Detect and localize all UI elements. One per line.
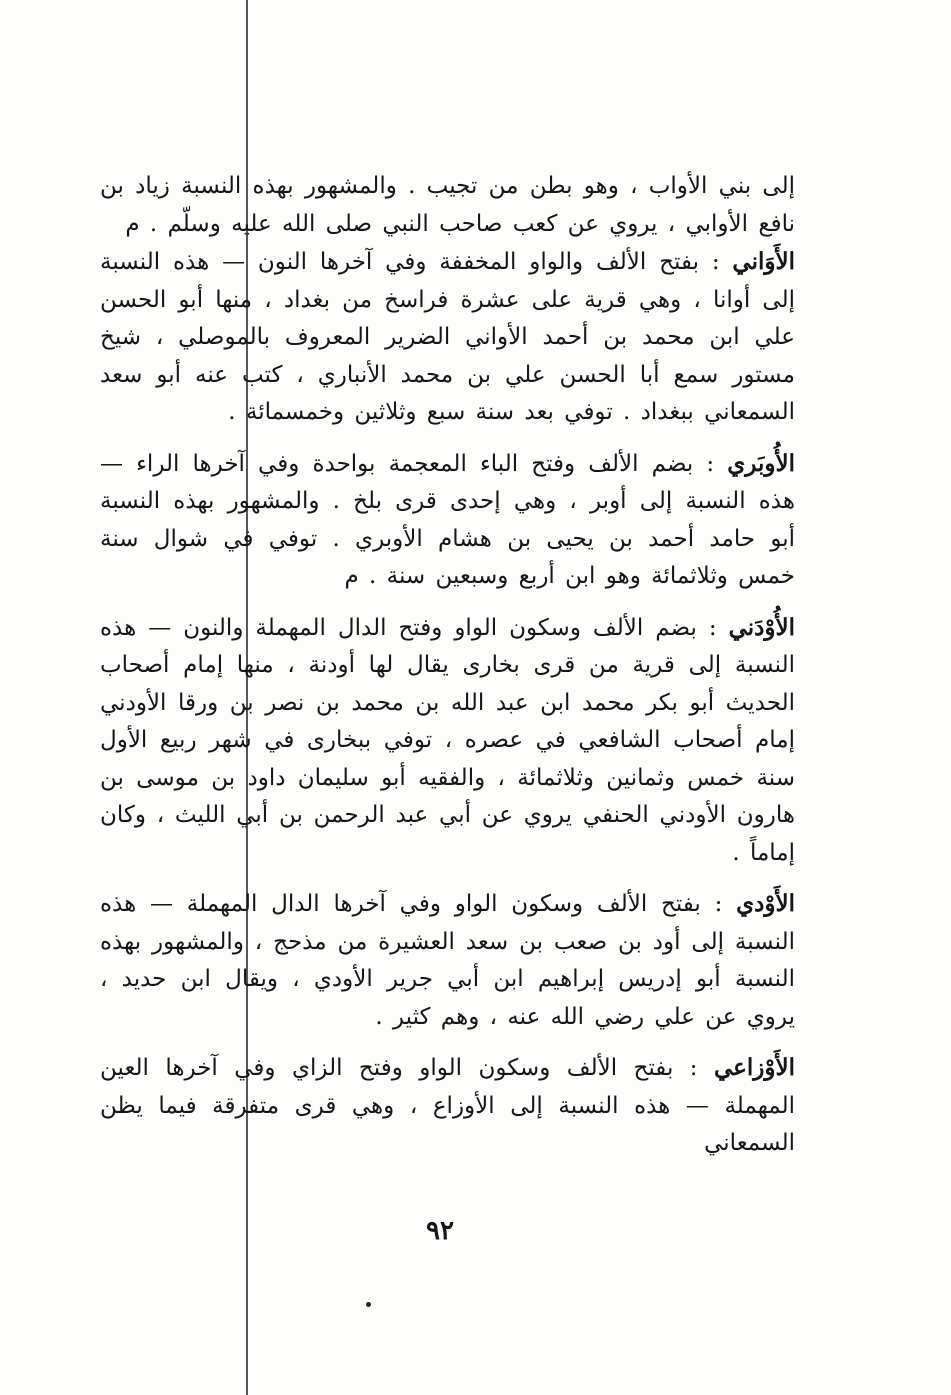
entry-awani: [100, 243, 795, 432]
entry-awzai: [100, 1049, 795, 1163]
entry-awbari: [100, 445, 795, 596]
entry-heading: الأُوْدَني: [728, 613, 795, 641]
body-text: [100, 168, 795, 1163]
entry-heading: الأَوْدي: [736, 890, 795, 917]
entry-text: : بفتح الألف والواو المخففة وفي آخرها النون — هذه النسبة إلى أوانا ، وهي قرية على عشرة فراسخ من بغداد ، منها أبو الحسن علي ابن محمد بن أحمد الأواني الضرير المعروف بالموصلي ، شيخ مستور سمع أبا الحسن علي بن محمد الأنباري ، كتب عنه أبو سعد السمعاني ببغداد . توفي بعد سنة سبع وثلاثين وخمسمائة .: [100, 249, 795, 425]
ink-speck: [366, 1302, 371, 1307]
entry-heading: الأَوَاني: [732, 248, 795, 275]
paragraph-text: إلى بني الأواب ، وهو بطن من تجيب . والمشهور بهذه النسبة زياد بن نافع الأوابي ، يروي عن كعب صاحب النبي صلى الله عليه وسلّم . م: [100, 173, 795, 237]
paragraph-awab: [100, 168, 795, 243]
entry-text: : بفتح الألف وسكون الواو وفي آخرها الدال المهملة — هذه النسبة إلى أود بن صعب بن سعد العشيرة من مذحج ، والمشهور بهذه النسبة أبو إدريس إبراهيم ابن أبي جرير الأودي ، ويقال ابن حديد ، يروي عن علي رضي الله عنه ، وهم كثير .: [100, 891, 795, 1030]
page-number: ٩٢: [426, 1216, 454, 1246]
entry-text: : بفتح الألف وسكون الواو وفتح الزاي وفي آخرها العين المهملة — هذه النسبة إلى الأوزاع ، وهي قرى متفرقة فيما يظن السمعاني: [100, 1055, 795, 1156]
entry-awdani: [100, 609, 795, 873]
entry-awdi: [100, 885, 795, 1036]
entry-heading: الأَوْزاعي: [713, 1054, 795, 1081]
entry-text: : بضم الألف وسكون الواو وفتح الدال المهملة والنون — هذه النسبة إلى قرية من قرى بخارى يقال لها أودنة ، منها إمام أصحاب الحديث أبو بكر محمد ابن عبد الله بن محمد بن نصر بن ورقا الأودني إمام أصحاب الشافعي في عصره ، توفي ببخارى في شهر ربيع الأول سنة خمس وثمانين وثلاثمائة ، والفقيه أبو سليمان داود بن موسى بن هارون الأودني الحنفي يروي عن أبي عبد الرحمن بن أبي الليث ، وكان إماماً .: [100, 614, 795, 866]
entry-heading: الأُوبَري: [727, 449, 795, 477]
entry-text: : بضم الألف وفتح الباء المعجمة بواحدة وفي آخرها الراء — هذه النسبة إلى أوبر ، وهي إحدى قرى بلخ . والمشهور بهذه النسبة أبو حامد أحمد بن يحيى بن هشام الأوبري . توفي في شوال سنة خمس وثلاثمائة وهو ابن أربع وسبعين سنة . م: [100, 450, 795, 589]
